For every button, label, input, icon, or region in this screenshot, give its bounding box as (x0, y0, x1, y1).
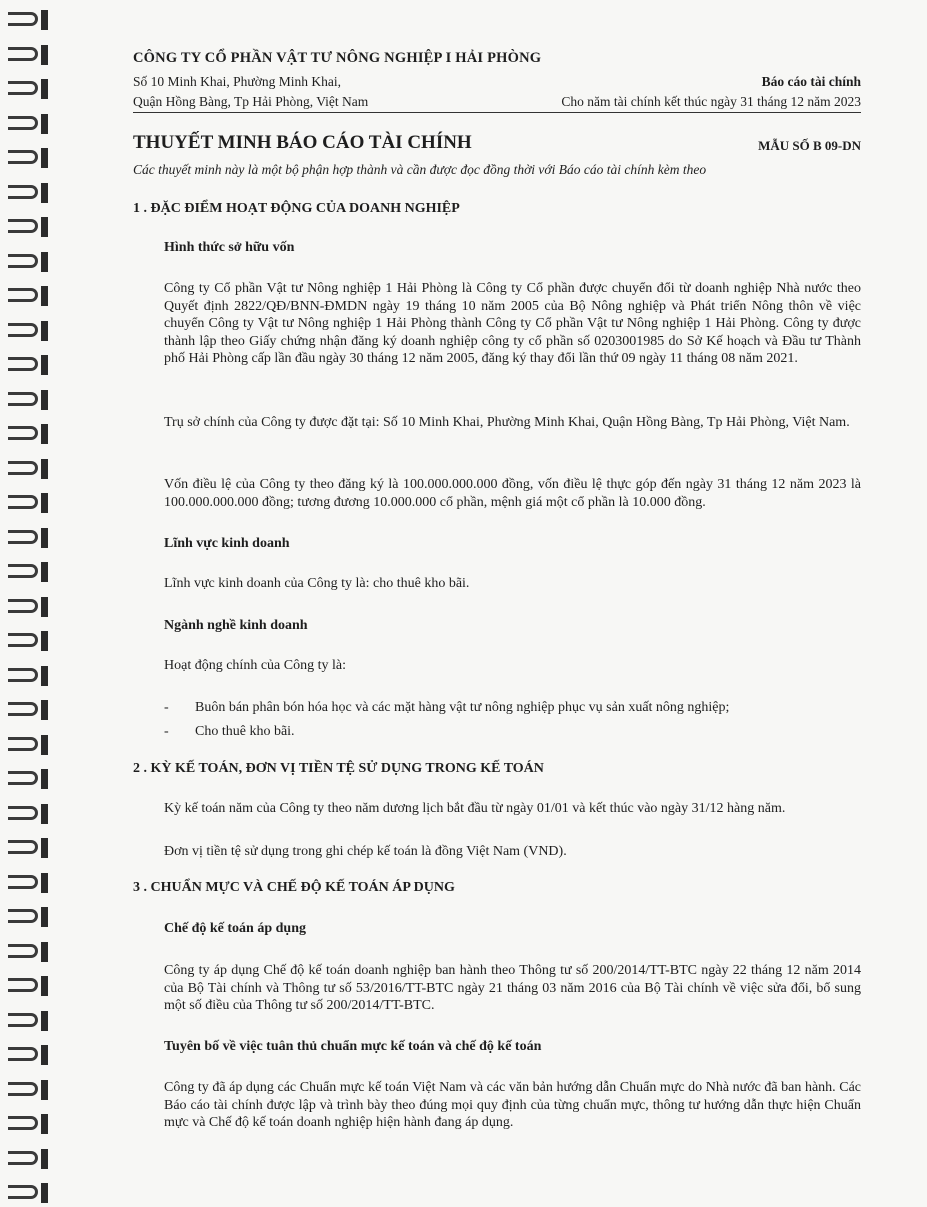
binding-ring (8, 284, 48, 310)
binding-ring (8, 836, 48, 862)
report-title: Báo cáo tài chính (761, 74, 861, 89)
form-number: MẪU SỐ B 09-DN (758, 138, 861, 153)
binding-ring (8, 8, 48, 34)
binding-ring (8, 664, 48, 690)
binding-ring (8, 250, 48, 276)
currency-unit-text: Đơn vị tiền tệ sử dụng trong ghi chép kế toán là đồng Việt Nam (VND). (164, 844, 567, 859)
charter-capital-paragraph: Vốn điều lệ của Công ty theo đăng ký là 100.000.000.000 đồng, vốn điều lệ thực góp đến ngày 31 tháng 12 năm 2023 là 100.000.000.000 đồng; tương đương 10.000.000 cổ phần, mệnh giá một cổ phần là 10.000 đồng. (164, 477, 861, 510)
binding-ring (8, 491, 48, 517)
business-field-text: Lĩnh vực kinh doanh của Công ty là: cho thuê kho bãi. (164, 576, 470, 591)
compliance-title: Tuyên bố về việc tuân thủ chuẩn mực kế toán và chế độ kế toán (164, 1039, 542, 1054)
company-name: CÔNG TY CỔ PHẦN VẬT TƯ NÔNG NGHIỆP I HẢI PHÒNG (133, 50, 542, 66)
ownership-title: Hình thức sở hữu vốn (164, 240, 295, 255)
binding-ring (8, 43, 48, 69)
binding-ring (8, 526, 48, 552)
binding-ring (8, 871, 48, 897)
business-lines-title: Ngành nghề kinh doanh (164, 618, 308, 633)
binding-ring (8, 1043, 48, 1069)
spiral-binding (0, 0, 58, 1200)
business-line-item: - Cho thuê kho bãi. (164, 724, 295, 739)
compliance-text: Công ty đã áp dụng các Chuẩn mực kế toán Việt Nam và các văn bản hướng dẫn Chuẩn mực do Nhà nước đã ban hành. Các Báo cáo tài chính được lập và trình bày theo đúng mọi quy định của từng chuẩn mực, thông tư hướng dẫn thực hiện Chuẩn mực và Chế độ kế toán doanh nghiệp hiện hành đang áp dụng. (164, 1080, 861, 1130)
binding-ring (8, 1181, 48, 1207)
accounting-period-text: Kỳ kế toán năm của Công ty theo năm dương lịch bắt đầu từ ngày 01/01 và kết thúc vào ngày 31/12 hàng năm. (164, 801, 786, 816)
ownership-paragraph: Công ty Cổ phần Vật tư Nông nghiệp 1 Hải Phòng là Công ty Cổ phần được chuyển đổi từ doanh nghiệp Nhà nước theo Quyết định 2822/QĐ/BNN-ĐMDN ngày 19 tháng 10 năm 2005 của Bộ Nông nghiệp và Phát triển Nông thôn về việc chuyển Công ty Vật tư Nông nghiệp 1 Hải Phòng thành Công ty Cổ phần Vật tư Nông nghiệp 1 Hải Phòng. Công ty được thành lập theo Giấy chứng nhận đăng ký doanh nghiệp công ty cổ phần số 0203001985 do Sở Kế hoạch và Đầu tư Thành phố Hải Phòng cấp lần đầu ngày 30 tháng 12 năm 2005, đăng ký thay đổi lần thứ 09 ngày 11 tháng 08 năm 2021. (164, 281, 861, 366)
business-line-item: - Buôn bán phân bón hóa học và các mặt hàng vật tư nông nghiệp phục vụ sản xuất nông nghiệp; (164, 700, 730, 715)
binding-ring (8, 698, 48, 724)
header-divider (133, 112, 861, 113)
binding-ring (8, 112, 48, 138)
address-line-2: Quận Hồng Bàng, Tp Hải Phòng, Việt Nam (133, 94, 369, 109)
document-title: THUYẾT MINH BÁO CÁO TÀI CHÍNH (133, 132, 472, 153)
binding-ring (8, 1112, 48, 1138)
binding-ring (8, 457, 48, 483)
report-period: Cho năm tài chính kết thúc ngày 31 tháng 12 năm 2023 (561, 94, 861, 109)
binding-ring (8, 974, 48, 1000)
binding-ring (8, 1009, 48, 1035)
binding-ring (8, 146, 48, 172)
business-field-title: Lĩnh vực kinh doanh (164, 536, 290, 551)
binding-ring (8, 215, 48, 241)
binding-ring (8, 629, 48, 655)
binding-ring (8, 353, 48, 379)
binding-ring (8, 77, 48, 103)
binding-ring (8, 319, 48, 345)
section-3-heading: 3 . CHUẨN MỰC VÀ CHẾ ĐỘ KẾ TOÁN ÁP DỤNG (133, 880, 455, 895)
binding-ring (8, 422, 48, 448)
binding-ring (8, 1147, 48, 1173)
section-2-heading: 2 . KỲ KẾ TOÁN, ĐƠN VỊ TIỀN TỆ SỬ DỤNG TRONG KẾ TOÁN (133, 761, 544, 776)
binding-ring (8, 767, 48, 793)
binding-ring (8, 595, 48, 621)
binding-ring (8, 181, 48, 207)
binding-ring (8, 560, 48, 586)
accounting-regime-text: Công ty áp dụng Chế độ kế toán doanh nghiệp ban hành theo Thông tư số 200/2014/TT-BTC ngày 22 tháng 12 năm 2014 của Bộ Tài chính và Thông tư số 53/2016/TT-BTC ngày 21 tháng 03 năm 2016 của Bộ Tài chính về việc sửa đổi, bổ sung một số điều của Thông tư số 200/2014/TT-BTC. (164, 963, 861, 1013)
headquarters-paragraph: Trụ sở chính của Công ty được đặt tại: Số 10 Minh Khai, Phường Minh Khai, Quận Hồng Bàng, Tp Hải Phòng, Việt Nam. (164, 415, 850, 430)
section-1-heading: 1 . ĐẶC ĐIỂM HOẠT ĐỘNG CỦA DOANH NGHIỆP (133, 201, 460, 216)
binding-ring (8, 940, 48, 966)
accounting-regime-title: Chế độ kế toán áp dụng (164, 921, 306, 936)
binding-ring (8, 388, 48, 414)
binding-ring (8, 733, 48, 759)
binding-ring (8, 1078, 48, 1104)
binding-ring (8, 905, 48, 931)
binding-ring (8, 802, 48, 828)
document-subtitle: Các thuyết minh này là một bộ phận hợp thành và cần được đọc đồng thời với Báo cáo tài chính kèm theo (133, 162, 707, 177)
address-line-1: Số 10 Minh Khai, Phường Minh Khai, (133, 74, 341, 89)
business-lines-intro: Hoạt động chính của Công ty là: (164, 658, 346, 673)
